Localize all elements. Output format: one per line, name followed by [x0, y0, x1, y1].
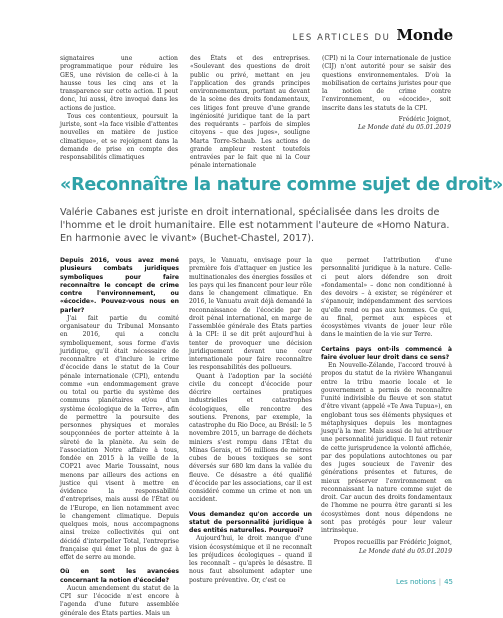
top-column-1 — [60, 55, 178, 162]
page-footer — [396, 578, 453, 586]
question: Vous demandez qu'on accorde un statut de personnalité juridique à des entités naturelles. Pourquoi? — [189, 510, 312, 534]
le-monde-logo: Monde — [396, 26, 453, 44]
answer: Aujourd'hui, le droit manque d'une vision écosystémique et il ne reconnaît les préjudices écologiques – quand il les reconnaît – qu'après le désastre. Il nous faut absolument adapter une posture préventive. Or, c'est ce — [189, 535, 312, 584]
byline: Propos recueillis par Frédéric Joignot, — [333, 539, 452, 547]
header-label: LES ARTICLES DU — [292, 33, 391, 43]
question: Depuis 2016, vous avez mené plusieurs combats juridiques symboliques pour faire reconnaître le concept de crime contre l'environnement, ou «écocide». Pouvez-vous nous en parler? — [60, 257, 179, 314]
top-paragraph: des États et des entreprises. «Soulevant des questions de droit public ou privé, mettant en jeu l'application des grands principes environnementaux, portant au devant de la scène des droits fondamentaux, ces litiges font preuve d'une grande ingéniosité juridique tant de la part des requérants – parfois de simples citoyens – que des juges», souligne Marta Torre-Schaub. Les actions de grande ampleur restent toutefois entravées par le fait que ni la Cour pénale internationale — [190, 55, 310, 170]
article-title: «Reconnaître la nature comme sujet de droit» — [60, 175, 503, 195]
page-header — [293, 26, 453, 46]
body-column-2 — [189, 257, 312, 585]
question: Où en sont les avancées concernant la notion d'écocide? — [60, 568, 179, 584]
top-paragraph: signataires une action programmatique pour réduire les GES, une révision de celle-ci à la hausse tous les cinq ans et la transparence sur cette action. Il peut donc, lui aussi, être invoqué dans les actions de justice. — [60, 55, 178, 112]
byline-source: Le Monde daté du 05.01.2019 — [358, 547, 452, 555]
body-column-3 — [321, 257, 452, 556]
footer-section: Les notions — [395, 578, 436, 586]
page-number: 45 — [444, 578, 453, 586]
question: Certains pays ont-ils commencé à faire évoluer leur droit dans ce sens? — [321, 345, 452, 361]
article-intro: Valérie Cabanes est juriste en droit international, spécialisée dans les droits de l'homme et le droit humanitaire. Elle est notamment l'auteure de «Homo Natura. En harmonie avec le vivant» (Buchet-Chastel, 2017). — [60, 207, 450, 244]
top-paragraph: Tous ces contentieux, poursuit la juriste, sont «la face visible d'attentes nouvelles en matière de justice climatique», et se rejoignent dans la demande de prise en compte des responsabilités climatiques — [60, 112, 178, 161]
top-column-3 — [322, 55, 451, 132]
answer: pays, le Vanuatu, envisage pour la première fois d'attaquer en justice les multinationales des énergies fossiles et les pays qui les financent pour leur rôle dans le changement climatique. En 2016, le Vanuatu avait déjà demandé la reconnaissance de l'écocide par le droit pénal international, en marge de l'assemblée générale des États parties à la CPI: il se dit prêt aujourd'hui à tenter de provoquer une décision juridiquement devant une cour internationale pour faire reconnaître les responsabilités des pollueurs. — [189, 257, 312, 372]
answer: que permet l'attribution d'une personnalité juridique à la nature. Celle-ci peut alors défendre son droit «fondamental» – donc non conditionné à des devoirs – à exister, se régénérer et s'épanouir, indépendamment des services qu'elle rend ou pas aux hommes. Ce qui, au final, permet aux espèces et écosystèmes vivants de jouer leur rôle dans le maintien de la vie sur Terre. — [321, 257, 452, 339]
top-column-2 — [190, 55, 310, 171]
byline: Frédéric Joignot, — [398, 115, 451, 123]
body-column-1 — [60, 257, 179, 618]
footer-separator: | — [438, 578, 442, 586]
answer: J'ai fait partie du comité organisateur du Tribunal Monsanto en 2016, qui a conclu symboliquement, sous forme d'avis juridique, qu'il était nécessaire de reconnaître et d'inclure le crime d'écocide dans le statut de la Cour pénale internationale (CPI), entendu comme «un endommagement grave ou total ou partie du système des communs planétaires et/ou d'un système écologique de la Terre», afin de permettre la poursuite des personnes physiques et morales soupçonnées de porter atteinte à la sûreté de la planète. Au sein de l'association Notre affaire à tous, fondée en 2015 à la veille de la COP21 avec Marie Toussaint, nous menons par ailleurs des actions en justice qui visent à mettre en évidence la responsabilité d'entreprises, mais aussi de l'État ou de l'Europe, en lien notamment avec le changement climatique. Depuis quelques mois, nous accompagnons ainsi treize collectivités qui ont décidé d'interpeller Total, l'entreprise française qui émet le plus de gaz à effet de serre au monde. — [60, 314, 179, 561]
byline-source: Le Monde daté du 05.01.2019 — [357, 124, 451, 131]
answer: Aucun amendement du statut de la CPI sur l'écocide n'est encore à l'agenda d'une future assemblée générale des États parties. Mais un — [60, 584, 179, 617]
top-paragraph: (CPI) ni la Cour internationale de justice (CIJ) n'ont autorité pour se saisir des questions environnementales. D'où la mobilisation de certains juristes pour que la notion de crime contre l'environnement, ou «écocide», soit inscrite dans les statuts de la CPI. — [322, 55, 451, 112]
answer: En Nouvelle-Zélande, l'accord trouvé à propos du statut de la rivière Whanganui entre la tribu maorie locale et le gouvernement a permis de reconnaître l'unité indivisible du fleuve et son statut d'être vivant (appelé «Te Awa Tupua»), en englobant tous ses éléments physiques et métaphysiques depuis les montagnes jusqu'à la mer. Mais aussi de lui attribuer une personnalité juridique. Il faut retenir de cette jurisprudence la volonté affichée, par des populations autochtones ou par des juges soucieux de l'avenir des générations présentes et futures, de mieux préserver l'environnement en reconnaissant la nature comme sujet de droit. Car aucun des droits fondamentaux de l'homme ne pourra être garanti si les écosystèmes dont nous dépendons ne sont pas protégés pour leur valeur intrinsèque. — [321, 362, 452, 534]
answer: Quant à l'adoption par la société civile du concept d'écocide pour décrire certaines pratiques industrielles et catastrophes écologiques, elle rencontre des soutiens. Prenons, par exemple, la catastrophe du Rio Doce, au Brésil: le 5 novembre 2015, un barrage de déchets miniers s'est rompu dans l'État du Minas Gerais, et 56 millions de mètres cubes de boues toxiques se sont déversés sur 680 km dans la vallée du fleuve. Ce désastre a été qualifié d'écocide par les associations, car il est considéré comme un crime et non un accident. — [189, 372, 312, 504]
